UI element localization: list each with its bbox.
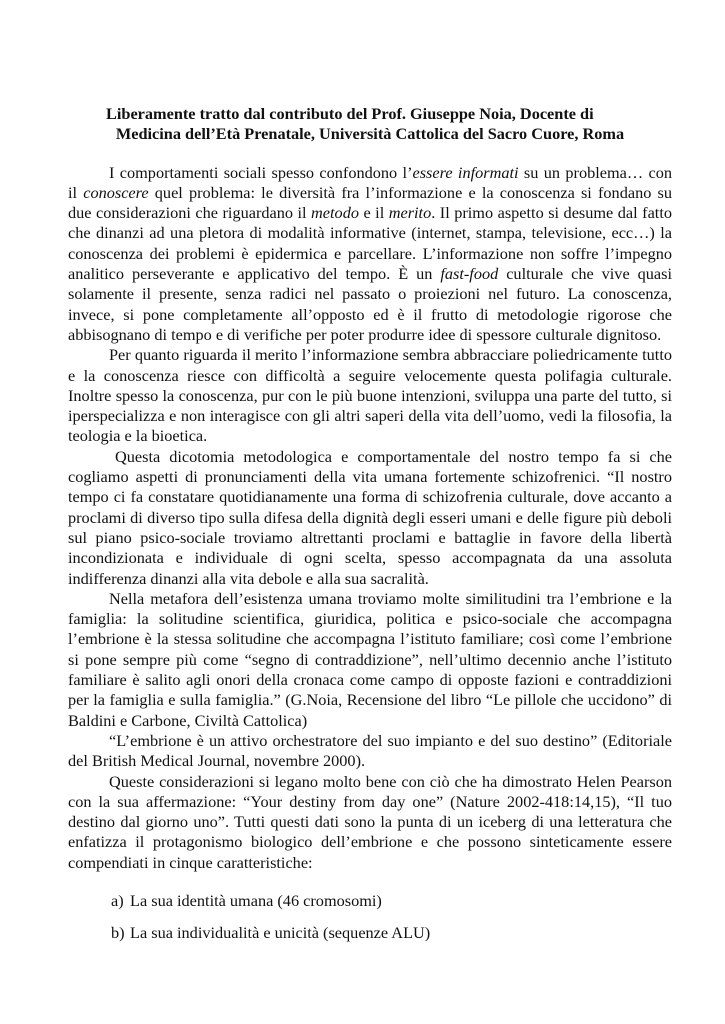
p1-text-i: . Il primo aspetto si desume dal fatto che dinanzi ad una pletora di modalità informative (internet, stampa, televisione, ecc…) la conoscenza dei problemi è epidermica e parcellare. L’informazione non soffre l’impegno analitico perseverante e applicativo del tempo. È un — [68, 203, 672, 284]
p1-italic-essere-informati: essere informati — [412, 162, 519, 182]
paragraph-2: Per quanto riguarda il merito l’informazione sembra abbracciare poliedricamente tutto e la conoscenza riesce con difficoltà a seguire velocemente questa polifagia culturale. Inoltre spesso la conoscenza, pur con le più buone intenzioni, sviluppa una parte del tutto, si iperspecializza e non interagisce con gli altri saperi della vita dell’uomo, vedi la filosofia, la teologia e la bioetica. — [68, 345, 672, 446]
paragraph-1 — [68, 163, 672, 346]
p1-italic-conoscere: conoscere — [83, 182, 149, 202]
list-marker: a) — [111, 890, 124, 910]
p1-italic-merito: merito — [388, 203, 432, 223]
paragraph-3: Questa dicotomia metodologica e comportamentale del nostro tempo fa si che cogliamo aspetti di pronunciamenti della vita umana fortemente schizofrenici. “Il nostro tempo ci fa constatare quotidianamente una forma di schizofrenia culturale, dove accanto a proclami di diverso tipo sulla difesa della dignità degli esseri umani e delle figure più deboli sul piano psico-sociale troviamo altrettanti proclami e battaglie in favore della libertà incondizionata e individuale di ogni scelta, spesso accompagnata da una assoluta indifferenza dinanzi alla vita debole e alla sua sacralità. — [68, 446, 672, 588]
list-item-text: La sua identità umana (46 cromosomi) — [130, 890, 382, 910]
p1-text-c: su un problema… con il — [68, 162, 673, 202]
paragraph-4: Nella metafora dell’esistenza umana troviamo molte similitudini tra l’embrione e la famiglia: la solitudine scientifica, giuridica, politica e psico-sociale che accompagna l’embrione è la stessa solitudine che accompagna l’istituto familiare; così come l’embrione si pone sempre più come “segno di contraddizione”, nell’ultimo decennio anche l’istituto familiare è salito agli onori della cronaca come campo di opposte fazioni e contraddizioni per la famiglia e sulla famiglia.” (G.Noia, Recensione del libro “Le pillole che uccidono” di Baldini e Carbone, Civiltà Cattolica) — [68, 588, 672, 730]
characteristics-list — [68, 891, 672, 944]
list-item-text: La sua individualità e unicità (sequenze ALU) — [130, 923, 431, 943]
heading-line-1: Liberamente tratto dal contributo del Prof. Giuseppe Noia, Docente di — [106, 104, 594, 123]
paragraph-5: “L’embrione è un attivo orchestratore del suo impianto e del suo destino” (Editoriale del British Medical Journal, novembre 2000). — [68, 730, 672, 771]
list-item — [68, 923, 672, 943]
paragraph-6: Queste considerazioni si legano molto bene con ciò che ha dimostrato Helen Pearson con la sua affermazione: “Your destiny from day one” (Nature 2002-418:14,15), “Il tuo destino dal giorno uno”. Tutti questi dati sono la punta di un iceberg di una letteratura che enfatizza il protagonismo biologico dell’embrione e che possono sinteticamente essere compendiati in cinque caratteristiche: — [68, 771, 672, 872]
p1-italic-metodo: metodo — [311, 203, 359, 223]
list-marker: b) — [111, 923, 125, 943]
p1-text-e: quel problema: le diversità fra l’informazione e la conoscenza si fondano su due considerazioni che riguardano il — [68, 182, 672, 223]
document-heading — [68, 104, 672, 145]
p1-text-g: e il — [358, 203, 389, 223]
p1-italic-fast-food: fast-food — [440, 264, 499, 284]
list-item — [68, 891, 672, 911]
p1-text-a: I comportamenti sociali spesso confondono l’ — [109, 162, 413, 182]
heading-line-2: Medicina dell’Età Prenatale, Università Cattolica del Sacro Cuore, Roma — [115, 124, 625, 144]
p1-text-k: culturale che vive quasi solamente il presente, senza radici nel passato o proiezioni nel futuro. La conoscenza, invece, si pone completamente all’opposto ed è il frutto di metodologie rigorose che abbisognano di tempo e di verifiche per poter produrre idee di spessore culturale dignitoso. — [68, 264, 672, 344]
document-page — [68, 104, 672, 956]
